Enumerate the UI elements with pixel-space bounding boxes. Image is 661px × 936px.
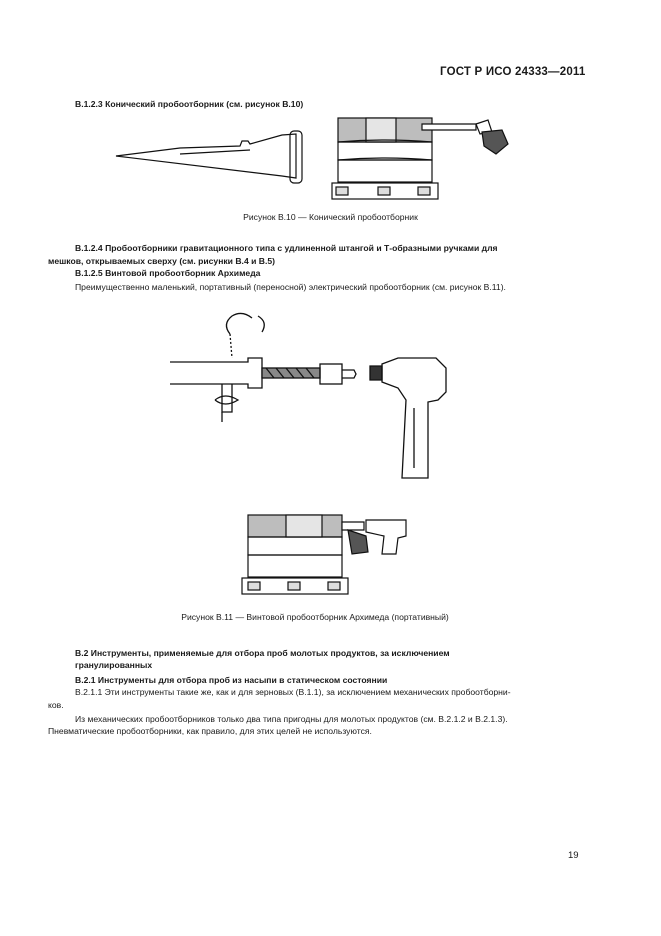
sack-with-auger-drawing <box>242 515 406 594</box>
archimedes-auger-drawing <box>170 313 446 478</box>
paragraph-line2: Пневматические пробоотборники, как правило, для этих целей не используются. <box>48 726 372 736</box>
paragraph-line1: Из механических пробоотборников только два типа пригодны для молотых продуктов (см. В.2.1.2 и В.2.1.3). <box>75 714 508 724</box>
page-number: 19 <box>568 850 579 861</box>
figure-b10 <box>110 110 530 210</box>
figure-b10-caption: Рисунок В.10 — Конический пробоотборник <box>243 212 418 222</box>
document-id: ГОСТ Р ИСО 24333—2011 <box>440 66 586 78</box>
section-b125-title: В.1.2.5 Винтовой пробоотборник Архимеда <box>75 268 261 278</box>
conical-probe-drawing <box>116 131 302 183</box>
section-b124-title-line2: мешков, открываемых сверху (см. рисунки В.4 и В.5) <box>48 256 276 266</box>
section-b123-title: В.1.2.3 Конический пробоотборник (см. рисунок В.10) <box>75 99 304 109</box>
section-b211-line2: ков. <box>48 700 64 710</box>
section-b124-title-line1: В.1.2.4 Пробоотборники гравитационного типа с удлиненной штангой и Т-образными ручками для <box>75 243 498 253</box>
sack-drawing <box>332 118 508 199</box>
section-b2-title-line2: гранулированных <box>75 660 153 670</box>
section-b21-title: В.2.1 Инструменты для отбора проб из насыпи в статическом состоянии <box>75 675 388 685</box>
figure-b11 <box>170 300 500 600</box>
figure-b11-caption: Рисунок В.11 — Винтовой пробоотборник Архимеда (портативный) <box>181 612 449 622</box>
section-b2-title-line1: В.2 Инструменты, применяемые для отбора проб молотых продуктов, за исключением <box>75 648 450 658</box>
section-b211-line1: В.2.1.1 Эти инструменты такие же, как и для зерновых (В.1.1), за исключением механических пробоотборни- <box>75 687 511 697</box>
section-b125-body: Преимущественно маленький, портативный (переносной) электрический пробоотборник (см. рисунок В.11). <box>75 282 506 292</box>
